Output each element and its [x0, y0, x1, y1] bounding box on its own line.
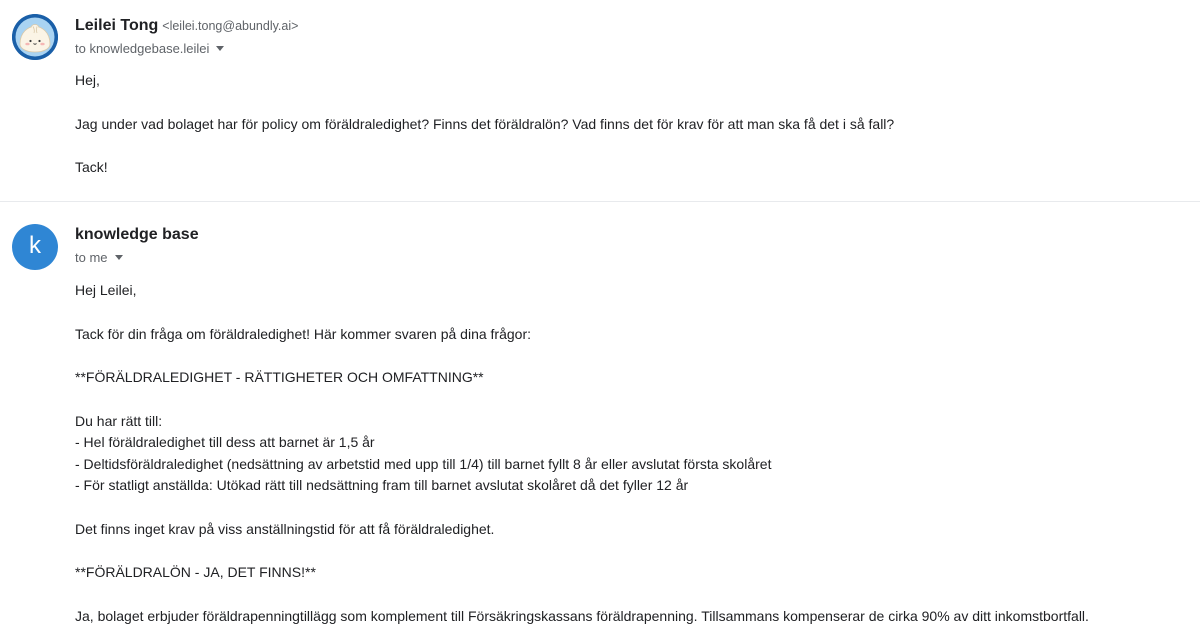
recipient-label: to knowledgebase.leilei	[75, 41, 210, 56]
message-body	[75, 280, 1185, 627]
recipient-label: to me	[75, 250, 108, 265]
sender-email: <leilei.tong@abundly.ai>	[162, 19, 299, 33]
body-greeting: Hej Leilei,	[75, 282, 137, 298]
email-message-1	[0, 0, 1200, 201]
sender-avatar[interactable]	[12, 14, 58, 60]
chevron-down-icon[interactable]	[216, 46, 224, 51]
body-intro: Tack för din fråga om föräldraledighet! Här kommer svaren på dina frågor:	[75, 325, 531, 342]
recipient-line	[75, 250, 123, 265]
sender-line	[75, 17, 298, 35]
recipient-line	[75, 41, 224, 56]
sender-name[interactable]: knowledge base	[75, 226, 199, 243]
body-heading-parental-salary: **FÖRÄLDRALÖN - JA, DET FINNS!**	[75, 564, 316, 580]
body-salary-text: Ja, bolaget erbjuder föräldrapenningtillägg som komplement till Försäkringskassans föräldrapenning. Tillsammans kompenserar de cirka 90% av ditt inkomstbortfall.	[75, 607, 1089, 624]
message-body	[75, 70, 1185, 179]
body-greeting: Hej,	[75, 72, 100, 88]
avatar-letter: k	[29, 232, 41, 259]
body-no-requirement: Det finns inget krav på viss anställningstid för att få föräldraledighet.	[75, 520, 495, 537]
body-question: Jag under vad bolaget har för policy om föräldraledighet? Finns det föräldralön? Vad finns det för krav för att man ska få det i så fall?	[75, 115, 895, 132]
email-message-2	[0, 202, 1200, 640]
chevron-down-icon[interactable]	[115, 255, 123, 260]
body-rights-item: - Hel föräldraledighet till dess att barnet är 1,5 år	[75, 434, 375, 450]
body-rights-item: - För statligt anställda: Utökad rätt till nedsättning fram till barnet avslutat skolåret då det fyller 12 år	[75, 477, 689, 493]
sender-avatar[interactable]	[12, 224, 58, 270]
body-closing: Tack!	[75, 159, 108, 175]
body-rights-intro: Du har rätt till:	[75, 412, 163, 429]
body-rights-item: - Deltidsföräldraledighet (nedsättning av arbetstid med upp till 1/4) till barnet fyllt 8 år eller avslutat första skolåret	[75, 455, 772, 472]
dumpling-avatar-icon	[12, 14, 58, 60]
sender-name[interactable]: Leilei Tong	[75, 17, 159, 34]
sender-line	[75, 226, 199, 244]
body-heading-parental-leave: **FÖRÄLDRALEDIGHET - RÄTTIGHETER OCH OMFATTNING**	[75, 369, 484, 385]
